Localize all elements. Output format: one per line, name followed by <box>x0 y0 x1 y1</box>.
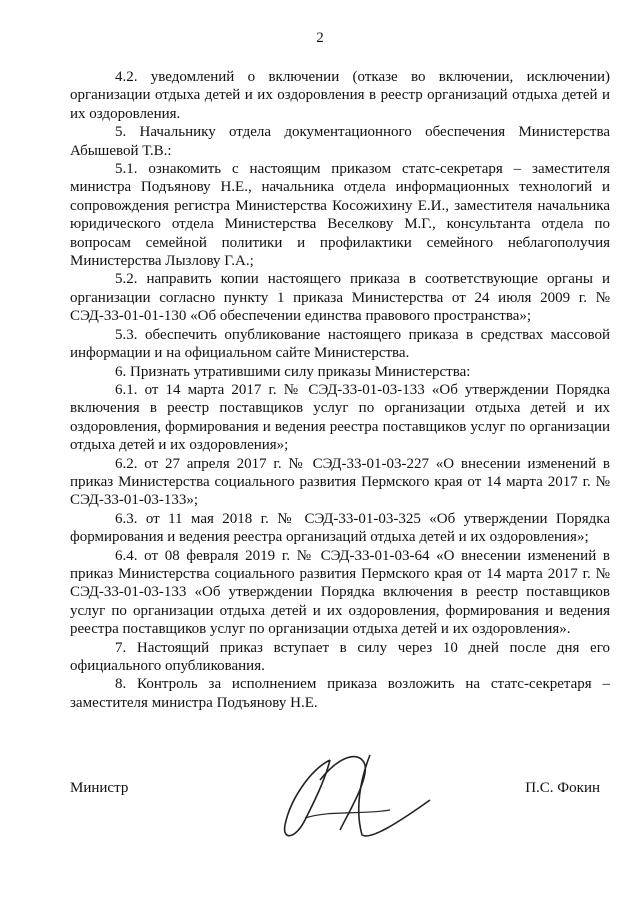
paragraph-5-1: 5.1. ознакомить с настоящим приказом статс-секретаря – заместителя министра Подъянову Н.Е., начальника отдела информационных технологий и сопровождения регистра Министерства Косожихину Е.И., заместителя начальника юридического отдела Министерства Веселкову М.Г., консультанта отдела по вопросам семейной политики и профилактики семейного неблагополучия Министерства Лызлову Г.А.; <box>70 161 610 270</box>
paragraph-4-2: 4.2. уведомлений о включении (отказе во включении, исключении) организации отдыха детей и их оздоровления в реестр организаций отдыха детей и их оздоровления. <box>70 69 610 122</box>
signature-row <box>70 780 610 810</box>
document-body <box>70 68 610 712</box>
paragraph-5: 5. Начальнику отдела документационного обеспечения Министерства Абышевой Т.В.: <box>70 124 610 159</box>
signer-title: Министр <box>70 780 129 796</box>
paragraph-6: 6. Признать утратившими силу приказы Министерства: <box>115 363 471 380</box>
paragraph-6-1: 6.1. от 14 марта 2017 г. № СЭД-33-01-03-133 «Об утверждении Порядка включения в реестр поставщиков услуг по организации отдыха детей и их оздоровления, формирования и ведения реестра поставщиков услуг по организации отдыха детей и их оздоровления»; <box>70 381 610 454</box>
paragraph-7: 7. Настоящий приказ вступает в силу через 10 дней после дня его официального опубликования. <box>70 639 610 674</box>
paragraph-6-2: 6.2. от 27 апреля 2017 г. № СЭД-33-01-03-227 «О внесении изменений в приказ Министерства социального развития Пермского края от 14 марта 2017 г. № СЭД-33-01-03-133»; <box>70 455 610 509</box>
paragraph-6-4: 6.4. от 08 февраля 2019 г. № СЭД-33-01-03-64 «О внесении изменений в приказ Министерства социального развития Пермского края от 14 марта 2017 г. № СЭД-33-01-03-133 «Об утверждении Порядка включения в реестр поставщиков услуг по организации отдыха детей и их оздоровления, формирования и ведения реестра поставщиков услуг по организации отдыха детей и их оздоровления». <box>70 547 610 638</box>
paragraph-6-3: 6.3. от 11 мая 2018 г. № СЭД-33-01-03-325 «Об утверждении Порядка формирования и ведения реестра организаций отдыха детей и их оздоровления»; <box>70 510 610 546</box>
page-number: 2 <box>316 30 324 46</box>
paragraph-5-2: 5.2. направить копии настоящего приказа в соответствующие органы и организации согласно пункту 1 приказа Министерства от 24 июля 2009 г. № СЭД-33-01-01-130 «Об обеспечении единства правового пространства»; <box>70 271 610 325</box>
signer-name: П.С. Фокин <box>525 780 600 796</box>
paragraph-8: 8. Контроль за исполнением приказа возложить на статс-секретаря – заместителя министра Подъянову Н.Е. <box>70 676 610 711</box>
paragraph-5-3: 5.3. обеспечить опубликование настоящего приказа в средствах массовой информации и на официальном сайте Министерства. <box>70 326 610 362</box>
